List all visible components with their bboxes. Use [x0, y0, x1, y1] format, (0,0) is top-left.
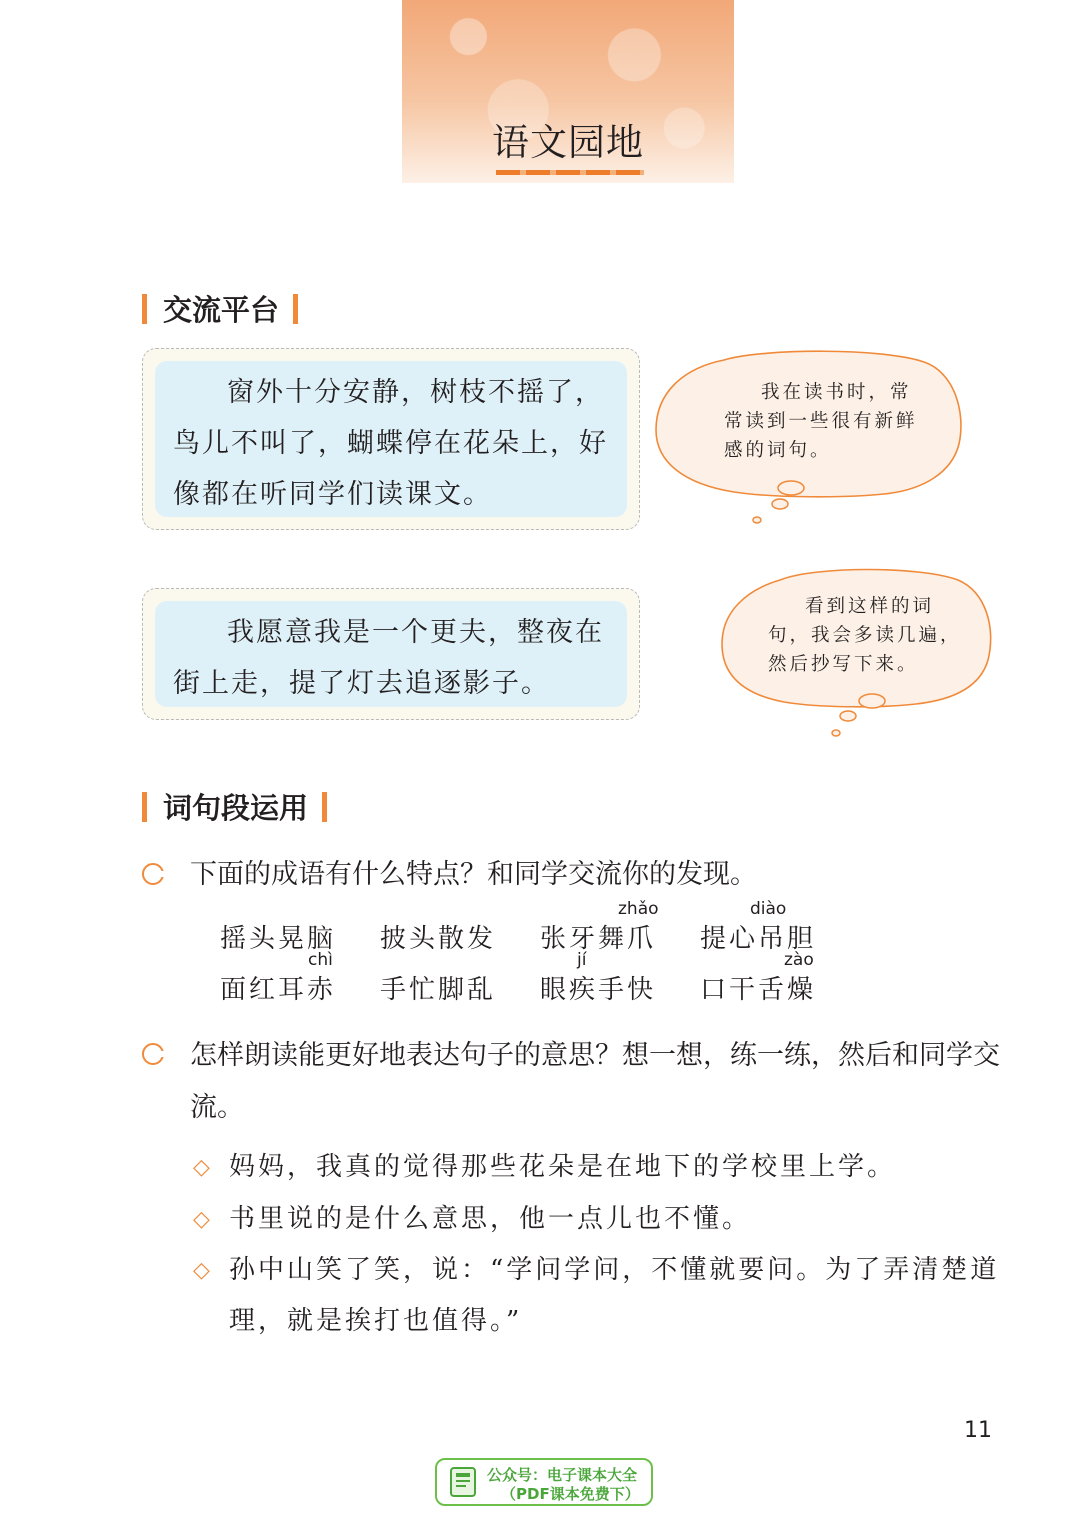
page-number: 11: [964, 1418, 992, 1443]
sentence-text: 孙中山笑了笑，说：“学问学问，不懂就要问。为了弄清楚道理，就是挨打也值得。”: [229, 1255, 1000, 1336]
book-icon: [449, 1466, 479, 1500]
pinyin-annotation: chì: [308, 950, 333, 970]
heading-bar-left: [142, 294, 147, 324]
bubble-text-1: 我在读书时，常常读到一些很有新鲜感的词句。: [724, 382, 918, 461]
idiom: 张牙舞爪: [540, 924, 657, 954]
sentence-text: 书里说的是什么意思，他一点儿也不懂。: [229, 1204, 752, 1234]
example-sentence-3: [193, 1245, 1003, 1347]
idiom: 口干舌燥: [700, 975, 817, 1005]
diamond-bullet-icon: ◇: [193, 1258, 213, 1283]
section-title: 交流平台: [163, 293, 280, 327]
watermark-line-2: （PDF课本免费下）: [501, 1485, 640, 1503]
idiom: 面红耳赤: [220, 975, 337, 1005]
example-sentence-1: [193, 1142, 1003, 1193]
quote-text-1: 窗外十分安静，树枝不摇了，鸟儿不叫了，蝴蝶停在花朵上，好像都在听同学们读课文。: [155, 361, 627, 517]
circle-bullet-icon: [142, 1043, 164, 1065]
pinyin-annotation: zhǎo: [618, 899, 659, 919]
heading-bar-right: [322, 792, 327, 822]
example-sentence-2: [193, 1194, 1003, 1245]
watermark-line-1: 公众号：电子课本大全: [487, 1466, 638, 1484]
sentence-text: 妈妈，我真的觉得那些花朵是在地下的学校里上学。: [229, 1152, 897, 1182]
quote-card-1: [142, 348, 640, 530]
quote-card-2: [142, 588, 640, 720]
exercise-1: [142, 850, 1012, 900]
diamond-bullet-icon: ◇: [193, 1155, 213, 1180]
title-underline: [496, 170, 644, 175]
idiom: 手忙脚乱: [380, 975, 497, 1005]
pinyin-annotation: diào: [750, 899, 787, 919]
section-heading-exchange: [142, 288, 298, 329]
exercise-2: [142, 1030, 1012, 1134]
section-title: 词句段运用: [163, 791, 309, 825]
idiom: 摇头晃脑: [220, 924, 337, 954]
pinyin-annotation: jí: [577, 950, 587, 970]
heading-bar-left: [142, 792, 147, 822]
bubble-text-2: 看到这样的词句，我会多读几遍，然后抄写下来。: [768, 596, 962, 675]
watermark-badge: [435, 1458, 653, 1506]
header-banner: [402, 0, 734, 183]
idiom: 眼疾手快: [540, 975, 657, 1005]
quote-text-2: 我愿意我是一个更夫，整夜在街上走，提了灯去追逐影子。: [155, 601, 627, 707]
pinyin-annotation: zào: [784, 950, 814, 970]
section-heading-usage: [142, 786, 327, 827]
heading-bar-right: [293, 294, 298, 324]
exercise-1-text: 下面的成语有什么特点？和同学交流你的发现。: [190, 859, 757, 890]
idiom: 提心吊胆: [700, 924, 817, 954]
exercise-2-text: 怎样朗读能更好地表达句子的意思？想一想，练一练，然后和同学交流。: [190, 1040, 1000, 1123]
diamond-bullet-icon: ◇: [193, 1207, 213, 1232]
circle-bullet-icon: [142, 863, 164, 885]
page-title: 语文园地: [492, 121, 644, 164]
idiom: 披头散发: [380, 924, 497, 954]
